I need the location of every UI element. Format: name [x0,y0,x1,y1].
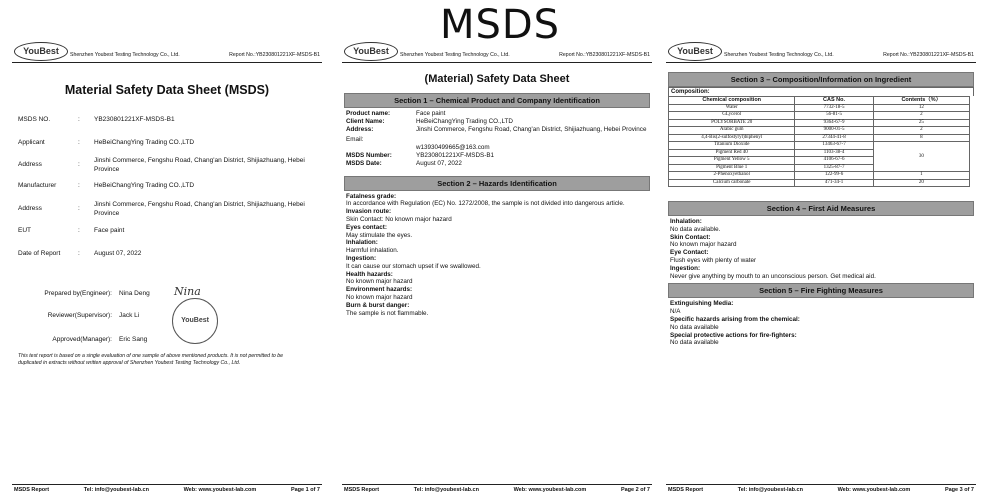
table-row [669,134,970,142]
hazard-item: Environment hazards: No known major hazard [346,286,413,301]
col-chemical: Chemical composition [669,97,795,105]
first-aid-item: Skin Contact: No known major hazard [670,233,737,249]
table-row [669,112,970,120]
cell-contents-merged: 30 [873,142,969,172]
col-contents: Contents（%） [873,97,969,105]
cell-cas: 27344-41-8 [795,134,873,142]
section-2-header: Section 2 – Hazards Identification [344,176,650,191]
page-header [12,40,322,63]
cell-name: Calcium carbonate [669,179,795,187]
client-name-row: Client Name: HeBeiChangYing Trading CO.,LTD [346,117,513,125]
page-footer: MSDS Report Tel: info@youbest-lab.cn Web: www.youbest-lab.com Page 3 of 7 [666,484,976,495]
main-title: MSDS [439,2,561,48]
cell-contents: 2 [873,112,969,120]
first-aid-list [670,218,972,280]
cell-contents: 8 [873,134,969,142]
page-title: (Material) Safety Data Sheet [424,73,570,85]
hazards-list [346,193,648,318]
company-seal: YouBest [172,298,218,344]
first-aid-item: Eye Contact: Flush eyes with plenty of water [670,249,757,264]
cell-contents: 2 [873,127,969,135]
first-aid-item: Ingestion: Never give anything by mouth to an unconscious person. Get medical aid. [670,264,876,280]
fire-item: Special protective actions for fire-fighters: No data available [670,331,797,347]
cell-cas: 471-34-1 [795,179,873,187]
page-footer: MSDS Report Tel: info@youbest-lab.cn Web: www.youbest-lab.com Page 1 of 7 [12,484,322,495]
youbest-logo: YouBest [668,42,722,61]
fire-item: Specific hazards arising from the chemical: No data available [670,315,800,331]
cell-cas: 9000-01-5 [795,127,873,135]
table-row [669,104,970,112]
composition-table [668,96,970,187]
hazard-item: Invasion route: Skin Contact: No known major hazard [346,208,452,223]
cell-contents: 12 [873,104,969,112]
cell-cas: 1103-38-4 [795,149,873,157]
handwritten-signature: Nina [174,285,201,298]
table-header-row [669,97,970,105]
cell-name: POLYSORBATE 20 [669,119,795,127]
composition-label: Composition: [668,87,974,96]
hazard-item: Health hazards: No known major hazard [346,270,413,286]
cell-name: Pigment Blue 1 [669,164,795,172]
cell-cas: 1325-87-7 [795,164,873,172]
report-page-3 [666,40,976,495]
cell-name: 2-Phenoxyethanol [669,172,795,180]
table-row [669,172,970,180]
first-aid-item: Inhalation: No data available. [670,218,721,233]
youbest-logo: YouBest [344,42,398,61]
cell-contents: 20 [873,179,969,187]
fire-fighting-list [670,300,972,347]
section-1-header: Section 1 – Chemical Product and Company Identification [344,93,650,108]
cell-contents: 25 [873,119,969,127]
cell-cas: 7732-18-5 [795,104,873,112]
product-info [346,110,648,168]
hazard-item: Ingestion: It can cause our stomach upset if we swallowed. [346,254,481,270]
header-report-no: Report No.:YB230801221XF-MSDS-B1 [883,52,974,58]
col-cas: CAS No. [795,97,873,105]
cell-cas: 122-99-6 [795,172,873,180]
report-page-2 [342,40,652,495]
cell-cas: 4106-67-6 [795,157,873,165]
fire-item: Extinguishing Media: N/A [670,300,734,316]
product-name-row: Product name: Face paint [346,110,446,117]
youbest-logo: YouBest [14,42,68,61]
header-report-no: Report No.:YB230801221XF-MSDS-B1 [229,52,320,58]
disclaimer: This test report is based on a single evaluation of one sample of above mentioned products. It is not permitted to be duplicated in extracts without written approval of Shenzhen Youbest Testing Technology Co., Ltd. [18,353,284,366]
hazard-item: Burn & burst danger: The sample is not flammable. [346,301,429,317]
msds-date-row: MSDS Date: August 07, 2022 [346,159,462,167]
cell-name: GLycerol [669,112,795,120]
page-title: Material Safety Data Sheet (MSDS) [64,83,270,97]
section-5-header: Section 5 – Fire Fighting Measures [668,283,974,298]
email-row: Email: [346,136,364,144]
section-4-header: Section 4 – First Aid Measures [668,201,974,216]
table-row [669,127,970,135]
table-row [669,119,970,127]
header-company: Shenzhen Youbest Testing Technology Co., Ltd. [70,52,180,58]
header-report-no: Report No.:YB230801221XF-MSDS-B1 [559,52,650,58]
report-page-1: YouBest Shenzhen Youbest Testing Technology Co., Ltd. Report No.:YB230801221XF-MSDS-B1 Material Safety Data Sheet (MSDS) MSDS NO. : YB230801221XF-MSDS-B1 Applicant : HeBeiChangYing Trading CO.,LTD Address : Jinshi Commerce, Fengshu Road, Chang'an District, Shijiazhuang, Hebei Province Manufacturer : HeBeiChangYing Trading CO.,LTD Address : Jinshi Commerce, Fengshu Road, Chang'an District, Shijiazhuang, Hebei Province EUT : Face paint Date of Report : August 07, 2022 Prepared by(Engineer): Nina Deng Reviewer(Supervisor): Jack Li Approved(Manager): Eric Sang Nina YouBest This test report is based on a single evaluation of one sample of above mentioned products. It is not permitted to be duplicated in extracts without written approval of Shenzhen Youbest Testing Technology Co., Ltd. MSDS Report Tel: info@youbest-lab.cn Web: www.youbest-lab.com Page 1 of 7 [12,40,322,495]
email-value-row: w13930499665@163.com [416,144,490,152]
cell-cas: 9364-67-9 [795,119,873,127]
header-company: Shenzhen Youbest Testing Technology Co., Ltd. [724,52,834,58]
hazard-item: Eyes contact: May stimulate the eyes. [346,223,413,239]
cell-name: Pigment Yellow 5 [669,157,795,165]
page-header [666,40,976,63]
cell-name: Water [669,104,795,112]
cell-contents: 1 [873,172,969,180]
hazard-item: Inhalation: Harmful inhalation. [346,239,399,255]
table-row [669,179,970,187]
cell-cas: 56-81-5 [795,112,873,120]
cell-name: Arabic gum [669,127,795,135]
table-row [669,142,970,150]
hazard-item: Fatalness grade: In accordance with Regulation (EC) No. 1272/2008, the sample is not divided into dangerous article. [346,192,625,208]
msds-number-row: MSDS Number: YB230801221XF-MSDS-B1 [346,151,495,159]
cell-cas: 13463-67-7 [795,142,873,150]
cell-name: Titanium Dioxide [669,142,795,150]
section-3-header: Section 3 – Composition/Information on Ingredient [668,72,974,87]
cell-name: 4,4-Bis(2-sulfostyryl)biphenyl [669,134,795,142]
cell-name: Pigment Red 40 [669,149,795,157]
address-row: Address: Jinshi Commerce, Fengshu Road, Chang'an District, Shijiazhuang, Hebei Province [346,125,647,133]
header-company: Shenzhen Youbest Testing Technology Co., Ltd. [400,52,510,58]
page-footer: MSDS Report Tel: info@youbest-lab.cn Web: www.youbest-lab.com Page 2 of 7 [342,484,652,495]
page-header [342,40,652,63]
